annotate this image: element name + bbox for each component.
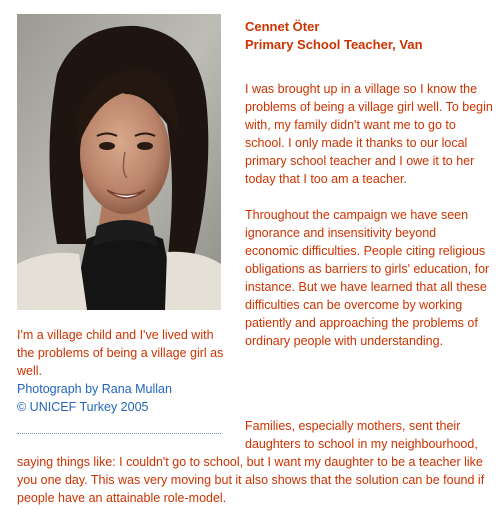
portrait-photo (17, 14, 221, 310)
caption-quote: I'm a village child and I've lived with the problems of being a village girl as well. (17, 328, 224, 378)
profile-name: Cennet Öter (245, 19, 320, 34)
article-body (245, 80, 493, 368)
paragraph-2: Throughout the campaign we have seen ignorance and insensitivity beyond economic difficulties. People citing religious obligations as barriers to girls' education, for instance. But we have learned that all these difficulties can be overcome by working patiently and approaching the problems of ordinary people with understanding. (245, 208, 490, 348)
profile-header (245, 18, 495, 54)
photo-credit: Photograph by Rana Mullan (17, 382, 172, 396)
profile-role: Primary School Teacher, Van (245, 37, 423, 52)
photo-caption (17, 326, 227, 416)
paragraph-3-start: Families, especially mothers, sent their daughters to school in my neighbourhood, (245, 419, 478, 451)
caption-divider (17, 433, 221, 434)
copyright-line: © UNICEF Turkey 2005 (17, 400, 149, 414)
paragraph-1: I was brought up in a village so I know the problems of being a village girl well. To begin with, my family didn't want me to go to school. I only made it thanks to our local primary school teacher and I owe it to her today that I too am a teacher. (245, 82, 493, 186)
paragraph-3-end: saying things like: I couldn't go to school, but I want my daughter to be a teacher like you one day. This was very moving but it also shows that the solution can be found if people have an attainable role-model. (17, 455, 485, 505)
